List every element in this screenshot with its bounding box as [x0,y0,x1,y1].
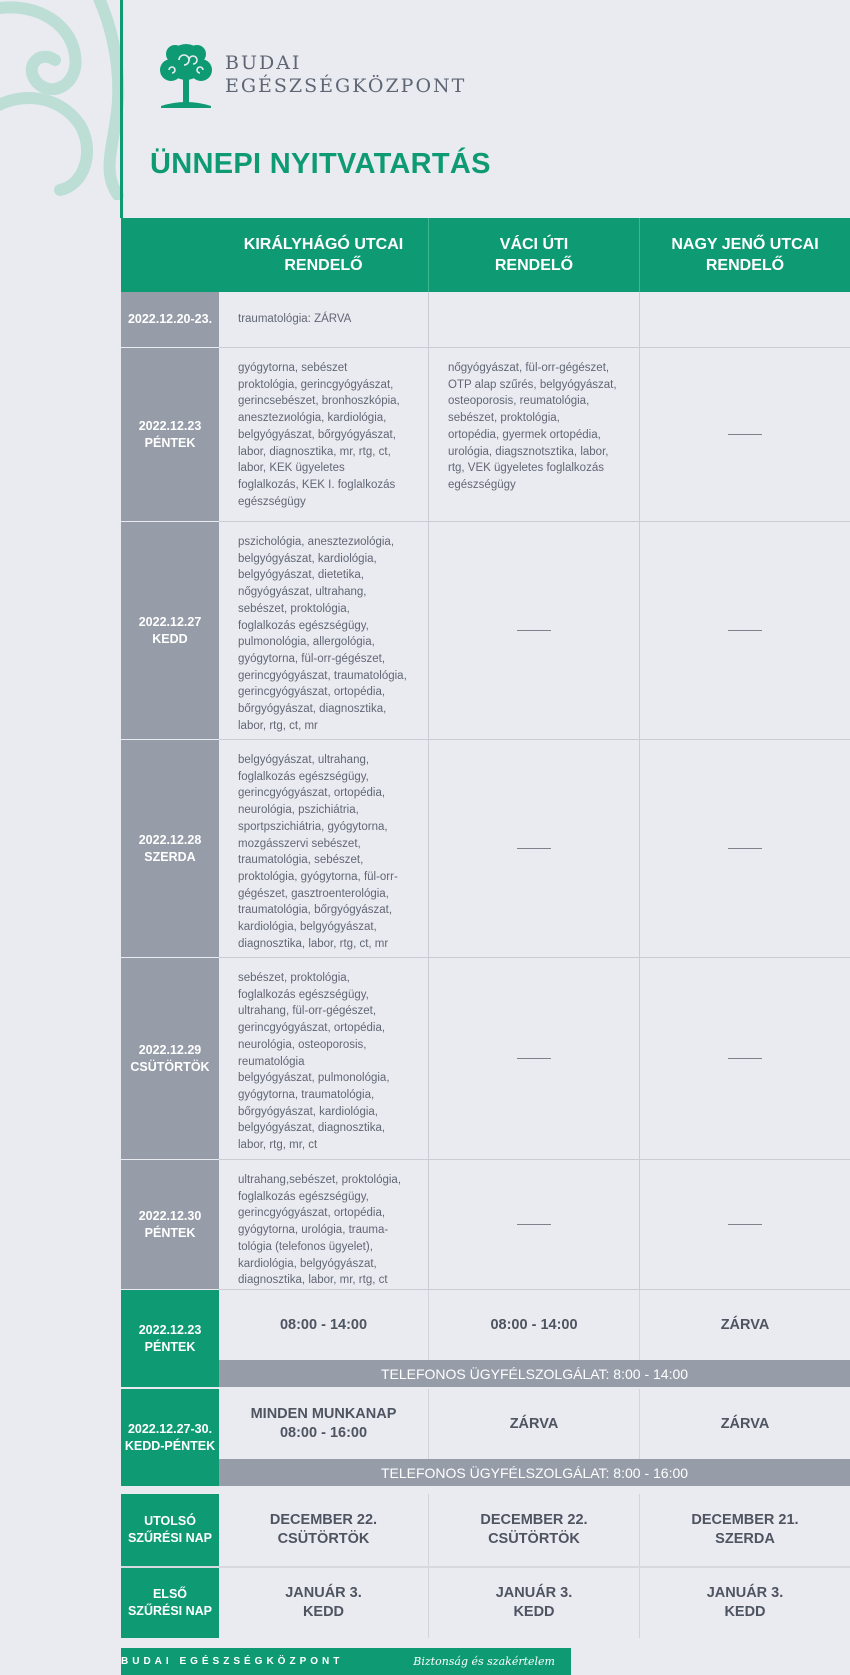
phone-service-hours: TELEFONOS ÜGYFÉLSZOLGÁLAT: 8:00 - 16:00 [219,1459,850,1486]
services-vaci [429,958,640,1160]
table-header [121,218,850,292]
hours-row [121,1387,850,1486]
row-date: 2022.12.28 SZERDA [121,740,219,958]
screening-label: UTOLSÓ SZŰRÉSI NAP [121,1494,219,1566]
empty-dash [728,1058,762,1059]
hours-kiralyhago: MINDEN MUNKANAP 08:00 - 16:00 [219,1389,429,1459]
screening-row [121,1566,850,1638]
page-title: ÜNNEPI NYITVATARTÁS [150,148,491,180]
column-header-nagy-jeno: NAGY JENŐ UTCAI RENDELŐ [671,236,819,274]
empty-dash [728,848,762,849]
table-row [121,1160,850,1290]
hours-vaci: 08:00 - 14:00 [429,1290,640,1360]
services-nagy-jeno [640,958,850,1160]
hours-date: 2022.12.27-30. KEDD-PÉNTEK [121,1389,219,1486]
table-row [121,348,850,522]
phone-service-hours: TELEFONOS ÜGYFÉLSZOLGÁLAT: 8:00 - 14:00 [219,1360,850,1387]
screening-label: ELSŐ SZŰRÉSI NAP [121,1568,219,1638]
column-header-vaci: VÁCI ÚTI RENDELŐ [429,218,640,292]
brand-line-2: EGÉSZSÉGKÖZPONT [225,75,467,97]
services-vaci [429,292,640,348]
hours-nagy-jeno: ZÁRVA [720,1415,770,1432]
empty-dash [728,434,762,435]
services-vaci [429,1160,640,1290]
tree-icon [153,40,219,110]
hours-row [121,1290,850,1387]
screening-kiralyhago: JANUÁR 3. KEDD [219,1568,429,1638]
screening-vaci: DECEMBER 22. CSÜTÖRTÖK [429,1494,640,1566]
services-vaci [429,740,640,958]
services-kiralyhago: belgyógyászat, ultrahang, foglalkozás egészségügy, gerincgyógyászat, ortopédia, neurológia, pszichiátria, sportpszichiátria, gyógytorna, mozgásszervi sebészet, traumatológia, sebészet, proktológia, gyógytorna, fül-orr- gégészet, gasztroenterológia, traumatológia, bőrgyógyászat, kardiológia, belgyógyászat, diagnosztika, labor, rtg, ct, mr [219,740,429,958]
header-accent-line [120,0,123,218]
empty-dash [517,848,551,849]
services-kiralyhago: gyógytorna, sebészet proktológia, gerincgyógyászat, gerincsebészet, bronhoszkópia, anesztezиológia, kardiológia, belgyógyászat, bőrgyógyászat, labor, diagnosztika, mr, rtg, ct, labor, KEK ügyeletes foglalkozás, KEK I. foglalkozás egészségügy [219,348,429,522]
services-nagy-jeno [640,292,850,348]
hours-nagy-jeno: ZÁRVA [720,1316,770,1333]
hours-vaci: ZÁRVA [429,1389,640,1459]
screening-nagy-jeno: DECEMBER 21. SZERDA [691,1512,799,1547]
brand-logo [153,40,466,110]
schedule-table [121,218,850,1638]
services-nagy-jeno [640,740,850,958]
column-header-kiralyhago: KIRÁLYHÁGÓ UTCAI RENDELŐ [219,218,429,292]
empty-dash [728,1224,762,1225]
row-date: 2022.12.30 PÉNTEK [121,1160,219,1290]
screening-nagy-jeno: JANUÁR 3. KEDD [706,1585,784,1620]
services-kiralyhago: sebészet, proktológia, foglalkozás egészségügy, ultrahang, fül-orr-gégészet, gerincgyógyászat, ortopédia, neurológia, osteoporosis, reumatológia belgyógyászat, pulmonológia, gyógytorna, traumatológia, bőrgyógyászat, kardiológia, belgyógyászat, diagnosztika, labor, rtg, mr, ct [219,958,429,1160]
row-date: 2022.12.27 KEDD [121,522,219,740]
hours-kiralyhago: 08:00 - 14:00 [219,1290,429,1360]
decorative-swirl [0,0,125,200]
services-vaci [429,522,640,740]
table-row [121,292,850,348]
footer-brand: BUDAI EGÉSZSÉGKÖZPONT [121,1656,344,1667]
brand-line-1: BUDAI [225,52,302,74]
services-nagy-jeno [640,522,850,740]
row-date: 2022.12.23 PÉNTEK [121,348,219,522]
empty-dash [517,1058,551,1059]
services-kiralyhago: ultrahang,sebészet, proktológia, foglalkozás egészségügy, gerincgyógyászat, ortopédia, gyógytorna, urológia, trauma- tológia (telefonos ügyelet), kardiológia, belgyógyászat, diagnosztika, labor, mr, rtg, ct [219,1160,429,1290]
row-date: 2022.12.20-23. [121,292,219,348]
footer-slogan: Biztonság és szakértelem [413,1655,555,1668]
empty-dash [728,630,762,631]
empty-dash [517,630,551,631]
table-row [121,522,850,740]
services-kiralyhago: pszichológia, anesztezиológia, belgyógyászat, kardiológia, belgyógyászat, dietetika, nőgyógyászat, ultrahang, sebészet, proktológia, foglalkozás egészségügy, pulmonológia, allergológia, gyógytorna, fül-orr-gégészet, gerincgyógyászat, traumatológia, gerincgyógyászat, ortopédia, bőrgyógyászat, diagnosztika, labor, rtg, ct, mr [219,522,429,740]
screening-row [121,1494,850,1566]
services-kiralyhago: traumatológia: ZÁRVA [219,292,429,348]
services-nagy-jeno [640,1160,850,1290]
empty-dash [517,1224,551,1225]
services-nagy-jeno [640,348,850,522]
services-vaci: nőgyógyászat, fül-orr-gégészet, OTP alap szűrés, belgyógyászat, osteoporosis, reumatológia, sebészet, proktológia, ortopédia, gyermek ortopédia, urológia, diagsznotsztika, labor, rtg, VEK ügyeletes foglalkozás egészségügy [429,348,640,522]
footer-bar [121,1648,571,1675]
screening-kiralyhago: DECEMBER 22. CSÜTÖRTÖK [219,1494,429,1566]
row-date: 2022.12.29 CSÜTÖRTÖK [121,958,219,1160]
hours-date: 2022.12.23 PÉNTEK [121,1290,219,1387]
table-row [121,958,850,1160]
table-row [121,740,850,958]
screening-vaci: JANUÁR 3. KEDD [429,1568,640,1638]
